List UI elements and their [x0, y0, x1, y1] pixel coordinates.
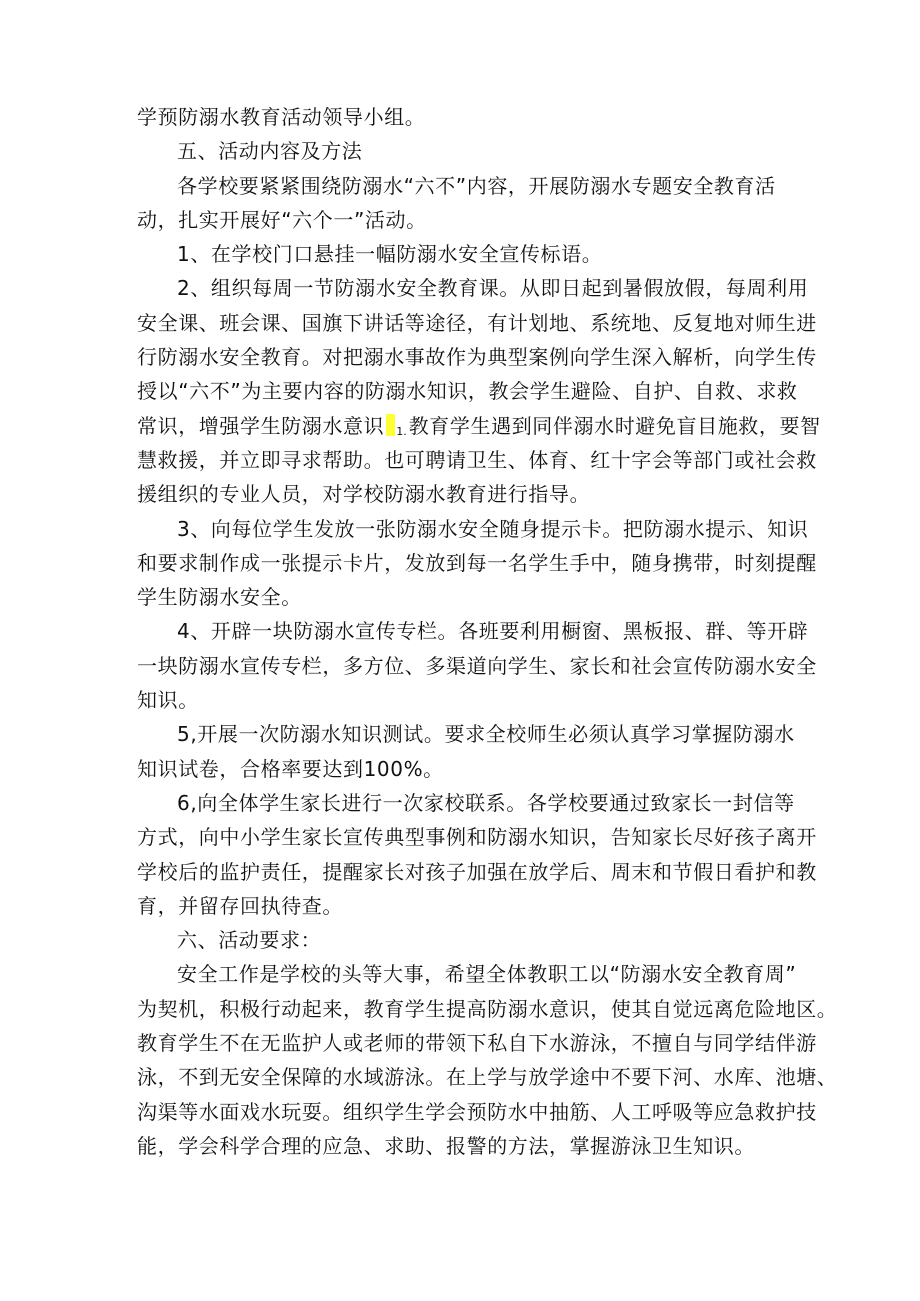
text-line: 1、在学校门口悬挂一幅防溺水安全宣传标语。 [177, 242, 603, 267]
text-line: 沟渠等水面戏水玩耍。组织学生学会预防水中抽筋、人工呼吸等应急救护技 [137, 1099, 817, 1124]
text-line: 动，扎实开展好“六个一”活动。 [137, 207, 427, 232]
text-line: 知识。 [137, 688, 199, 713]
text-segment: 常识，增强学生防溺水意识 [137, 413, 385, 438]
text-line: 安全课、班会课、国旗下讲话等途径，有计划地、系统地、反复地对师生进 [137, 310, 817, 335]
text-line: 学校后的监护责任，提醒家长对孩子加强在放学后、周末和节假日看护和教 [137, 859, 817, 884]
text-line: 和要求制作成一张提示卡片，发放到每一名学生手中，随身携带，时刻提醒 [137, 550, 817, 575]
section-heading: 六、活动要求： [177, 928, 322, 953]
text-line: 泳，不到无安全保障的水域游泳。在上学与放学途中不要下河、水库、池塘、 [137, 1065, 838, 1090]
text-line: 学生防溺水安全。 [137, 585, 302, 610]
text-line: 3、向每位学生发放一张防溺水安全随身提示卡。把防溺水提示、知识 [177, 516, 809, 541]
text-line: 5,开展一次防溺水知识测试。要求全校师生必须认真学习掌握防溺水 [177, 722, 795, 747]
text-line: 授以“六不”为主要内容的防溺水知识，教会学生避险、自护、自救、求救 [137, 379, 798, 404]
text-line: 2、组织每周一节防溺水安全教育课。从即日起到暑假放假，每周利用 [177, 276, 809, 301]
text-line: 方式，向中小学生家长宣传典型事例和防溺水知识，告知家长尽好孩子离开 [137, 825, 817, 850]
text-line: 4、开辟一块防溺水宣传专栏。各班要利用橱窗、黑板报、群、等开辟 [177, 619, 809, 644]
text-line: 知识试卷，合格率要达到100%。 [137, 756, 444, 781]
text-line: 育，并留存回执待查。 [137, 893, 343, 918]
text-line: 能，学会科学合理的应急、求助、报警的方法，掌握游泳卫生知识。 [137, 1133, 755, 1158]
text-line: 为契机，积极行动起来，教育学生提高防溺水意识，使其自觉远离危险地区。 [137, 996, 838, 1021]
highlight-mark [386, 414, 395, 436]
text-segment: 教育学生遇到同伴溺水时避免盲目施救，要智 [408, 413, 821, 438]
text-line: 教育学生不在无监护人或老师的带领下私自下水游泳，不擅自与同学结伴游 [137, 1031, 817, 1056]
text-line: 行防溺水安全教育。对把溺水事故作为典型案例向学生深入解析，向学生传 [137, 345, 817, 370]
document-body [137, 100, 838, 1163]
text-line: 各学校要紧紧围绕防溺水“六不”内容，开展防溺水专题安全教育活 [177, 173, 776, 198]
section-heading: 五、活动内容及方法 [177, 139, 363, 164]
text-line: 援组织的专业人员，对学校防溺水教育进行指导。 [137, 482, 591, 507]
text-line: 慧救援，并立即寻求帮助。也可聘请卫生、体育、红十字会等部门或社会救 [137, 447, 817, 472]
text-line: 一块防溺水宣传专栏，多方位、多渠道向学生、家长和社会宣传防溺水安全 [137, 653, 817, 678]
text-line: 学预防溺水教育活动领导小组。 [137, 105, 426, 129]
text-line: 6,向全体学生家长进行一次家校联系。各学校要通过致家长一封信等 [177, 790, 795, 815]
text-line-with-mark [137, 409, 821, 443]
text-line: 安全工作是学校的头等大事，希望全体教职工以“防溺水安全教育周” [177, 962, 797, 987]
footnote-marker: 1. [396, 424, 407, 438]
